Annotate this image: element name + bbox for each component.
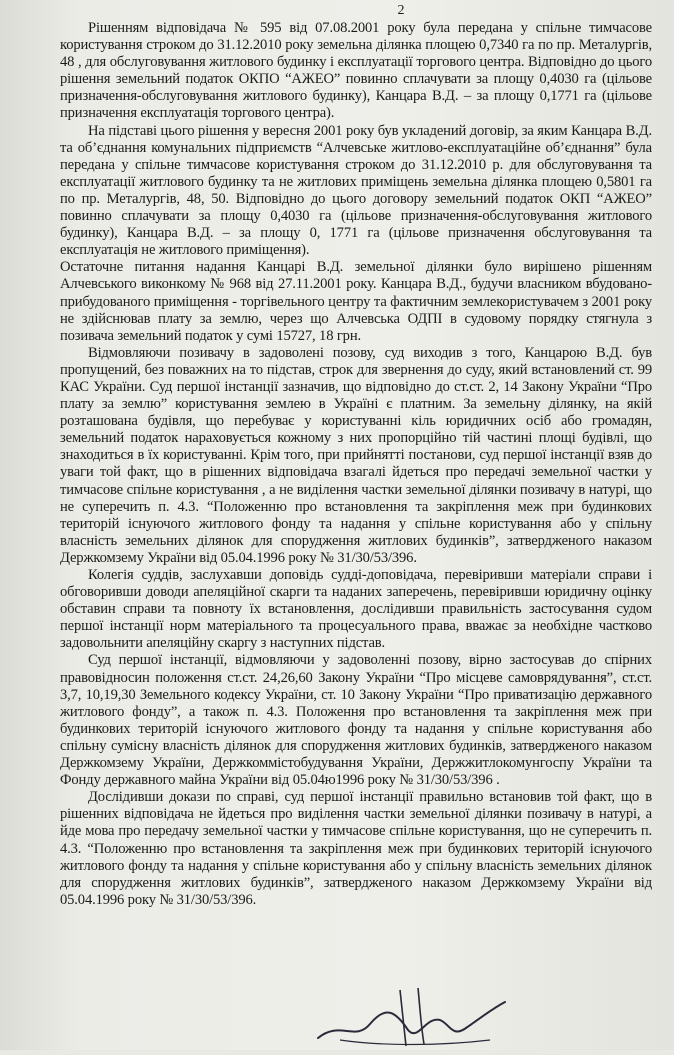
paragraph-first-instance-law: Суд першої інстанції, відмовляючи у задоволенні позову, вірно застосував до спірних правовідносин положення ст.ст. 24,26,60 Закону України “Про місцеве самоврядування”, ст.ст. 3,7, 10,19,30 Земельного кодексу України, ст. 10 Закону України “Про приватизацію державного житлового фонду”, а також п. 4.3. Положення про встановлення та закріплення меж при будинкових територій існуючого житлового фонду та надання у спільне користування або спільну сумісну власність ділянок для спорудження житлових будинків, затвердженого наказом Держкомзему України, Держкоммістобудування України, Держжитлокомунгоспу України та Фонду державного майна України від 05.04ю1996 року № 31/30/53/396 .: [60, 652, 652, 789]
paragraph-court-refusal: Відмовляючи позивачу в задоволені позову, суд виходив з того, Канцарою В.Д. був пропущений, без поважних на то підстав, строк для звернення до суду, який встановлений ст. 99 КАС України. Суд першої інстанції зазначив, що відповідно до ст.ст. 2, 14 Закону України “Про плату за землю” користування землею в Україні є платним. За земельну ділянку, на якій розташована будівля, що перебуває у користуванні кіль юридичних осіб або громадян, земельний податок нараховується кожному з них пропорційно тій частині площі будівлі, що знаходиться в їх користуванні. Крім того, при прийнятті постанови, суд першої інстанції взяв до уваги той факт, що в рішенних відповідача взагалі йдеться про передачі земельної частки у тимчасове спільне користування , а не виділення частки земельної ділянки позивачу в натурі, що не суперечить п. 4.3. “Положенню про встановлення та закріплення меж при будинкових територій існуючого житлового фонду та надання у спільне користування або у спільну власність земельних ділянок для спорудження житлових будинків”, затвердженого наказом Держкомзему України від 05.04.1996 року № 31/30/53/396.: [60, 344, 652, 566]
paragraph-contract-2001: На підставі цього рішення у вересня 2001 року був укладений договір, за яким Канцара В.Д. та об’єднання комунальних підприємств “Алчевське житлово-експлуатаційне об’єднання” була передана у спільне тимчасове користування строком до 31.12.2010 р. для обслуговування та експлуатації житлового будинку та не житлових приміщень земельна ділянка площею 0,5801 га по пр. Металургів, 48, 50. Відповідно до цього договору земельний податок ОКП “АЖЕО” повинно сплачувати за площу 0,4030 га (цільове призначення-обслуговування житлового будинку), Канцара В.Д. – за площу 0, 1771 га (цільове призначення обслуговування та експлуатація не житлового приміщення).: [60, 122, 652, 259]
signature-scribble-icon: [300, 980, 520, 1050]
paragraph-decision-595: Рішенням відповідача № 595 від 07.08.2001 року була передана у спільне тимчасове користування строком до 31.12.2010 року земельна ділянка площею 0,7340 га по пр. Металургів, 48 , для обслуговування житлового будинку і експлуатації торгового центра. Відповідно до цього рішення земельний податок ОКПО “АЖЕО” повинно сплачувати за площу 0,4030 га (цільове призначення-обслуговування житлового будинку), Канцара В.Д. – за площу 0,1771 га (цільове призначення експлуатація торгового центра).: [60, 20, 652, 122]
paragraph-evidence-examined: Дослідивши докази по справі, суд першої інстанції правильно встановив той факт, що в рішенних відповідача не йдеться про виділення частки земельної ділянки позивачу в натурі, а йде мова про передачу земельної частки у тимчасове спільне користування, що не суперечить п. 4.3. “Положенню про встановлення та закріплення меж при будинкових територій існуючого житлового фонду та надання у спільне користування або у спільну власність земельних ділянок для спорудження житлових будинків”, затвердженого наказом Держкомзему України від 05.04.1996 року № 31/30/53/396.: [60, 789, 652, 908]
paragraph-panel-of-judges: Колегія суддів, заслухавши доповідь судді-доповідача, перевіривши матеріали справи і обговоривши доводи апеляційної скарги та наданих заперечень, перевіривши юридичну оцінку обставин справи та повноту їх встановлення, дослідивши правильність застосування судом першої інстанції норм матеріального та процесуального права, вважає за необхідне частково задовольнити апеляційну скаргу з наступних підстав.: [60, 567, 652, 652]
handwritten-signature: [300, 980, 520, 1050]
paragraph-executive-committee-968: Остаточне питання надання Канцарі В.Д. земельної ділянки було вирішено рішенням Алчевського виконкому № 968 від 27.11.2001 року. Канцара В.Д., будучи власником вбудовано-прибудованого приміщення - торгівельного центру та фактичним землекористувачем з 2001 року не здійснював плату за землю, через що Алчевська ОДПІ в судовому порядку стягнула з позивача земельний податок у сумі 15727, 18 грн.: [60, 259, 652, 344]
page-number: 2: [397, 3, 405, 18]
